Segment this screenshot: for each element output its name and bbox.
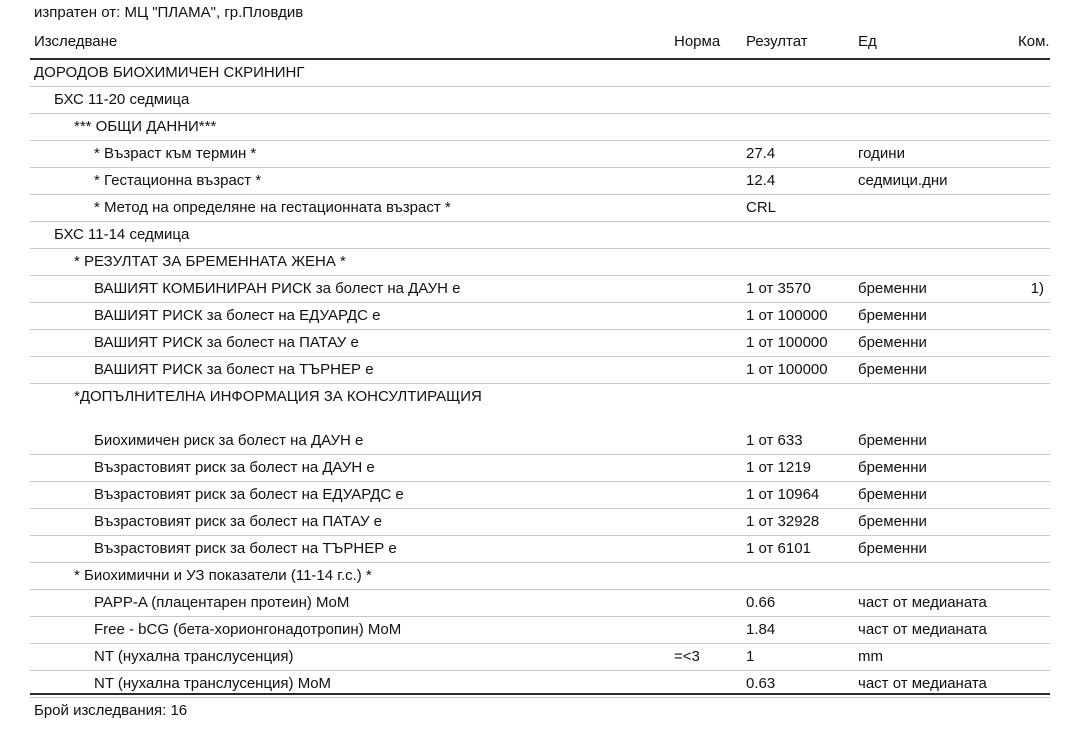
table-row — [30, 330, 1050, 357]
cell-comment — [1014, 168, 1050, 195]
cell-unit: бременни — [854, 428, 1014, 455]
cell-unit — [854, 87, 1014, 114]
cell-test-name: NT (нухална транслусенция) — [30, 644, 670, 671]
cell-unit — [854, 384, 1014, 411]
cell-test-name: Възрастовият риск за болест на ПАТАУ е — [30, 509, 670, 536]
cell-norm — [670, 330, 742, 357]
sender-line: изпратен от: МЦ "ПЛАМА", гр.Пловдив — [34, 4, 304, 21]
cell-unit — [854, 249, 1014, 276]
cell-comment — [1014, 330, 1050, 357]
cell-result: 1 от 100000 — [742, 357, 854, 384]
cell-result: 1 от 32928 — [742, 509, 854, 536]
cell-norm — [670, 87, 742, 114]
table-row — [30, 455, 1050, 482]
cell-norm — [670, 168, 742, 195]
cell-comment — [1014, 617, 1050, 644]
cell-norm — [670, 563, 742, 590]
cell-unit: част от медианата — [854, 671, 1014, 698]
table-header-row — [30, 31, 1050, 59]
cell-unit: бременни — [854, 276, 1014, 303]
table-row — [30, 384, 1050, 411]
cell-comment — [1014, 141, 1050, 168]
cell-result — [742, 87, 854, 114]
cell-comment — [1014, 249, 1050, 276]
cell-norm — [670, 195, 742, 222]
cell-comment — [1014, 482, 1050, 509]
table-row — [30, 141, 1050, 168]
cell-unit: седмици.дни — [854, 168, 1014, 195]
results-table — [30, 31, 1050, 698]
spacer-cell — [30, 411, 1050, 428]
cell-norm — [670, 482, 742, 509]
cell-comment — [1014, 59, 1050, 87]
table-row — [30, 590, 1050, 617]
footer — [30, 693, 1050, 719]
footer-divider — [30, 693, 1050, 695]
cell-unit: години — [854, 141, 1014, 168]
table-row — [30, 428, 1050, 455]
cell-test-name: * Гестационна възраст * — [30, 168, 670, 195]
cell-comment — [1014, 303, 1050, 330]
cell-test-name: NT (нухална транслусенция) MoM — [30, 671, 670, 698]
cell-unit: бременни — [854, 357, 1014, 384]
cell-result: 0.66 — [742, 590, 854, 617]
column-header-name: Изследване — [30, 31, 670, 59]
cell-comment: 1) — [1014, 276, 1050, 303]
cell-comment — [1014, 455, 1050, 482]
cell-result: 12.4 — [742, 168, 854, 195]
cell-result — [742, 114, 854, 141]
table-body — [30, 59, 1050, 698]
cell-norm — [670, 141, 742, 168]
cell-norm — [670, 617, 742, 644]
cell-result: 1 — [742, 644, 854, 671]
cell-unit: бременни — [854, 509, 1014, 536]
cell-comment — [1014, 644, 1050, 671]
table-row — [30, 357, 1050, 384]
cell-test-name: ДОРОДОВ БИОХИМИЧЕН СКРИНИНГ — [30, 59, 670, 87]
cell-comment — [1014, 536, 1050, 563]
cell-result: 0.63 — [742, 671, 854, 698]
table-row — [30, 114, 1050, 141]
cell-test-name: PAPP-A (плацентарен протеин) MoM — [30, 590, 670, 617]
table-row — [30, 509, 1050, 536]
table-row — [30, 249, 1050, 276]
table-header — [30, 31, 1050, 59]
cell-unit: бременни — [854, 482, 1014, 509]
cell-norm — [670, 455, 742, 482]
column-header-norm: Норма — [670, 31, 742, 59]
table-row — [30, 222, 1050, 249]
cell-norm — [670, 276, 742, 303]
cell-unit — [854, 195, 1014, 222]
cell-unit: бременни — [854, 303, 1014, 330]
cell-comment — [1014, 195, 1050, 222]
cell-unit — [854, 59, 1014, 87]
cell-test-name: ВАШИЯТ РИСК за болест на ПАТАУ е — [30, 330, 670, 357]
cell-unit: бременни — [854, 455, 1014, 482]
cell-norm — [670, 303, 742, 330]
cell-test-name: Free - bCG (бета-хорионгонадотропин) MoM — [30, 617, 670, 644]
table-row — [30, 536, 1050, 563]
cell-unit: част от медианата — [854, 617, 1014, 644]
table-row-spacer — [30, 411, 1050, 428]
table-row — [30, 644, 1050, 671]
table-row — [30, 563, 1050, 590]
column-header-com: Ком. — [1014, 31, 1050, 59]
table-row — [30, 482, 1050, 509]
cell-comment — [1014, 428, 1050, 455]
cell-test-name: *** ОБЩИ ДАННИ*** — [30, 114, 670, 141]
cell-comment — [1014, 114, 1050, 141]
exam-count-label: Брой изследвания: 16 — [34, 702, 188, 719]
cell-test-name: * РЕЗУЛТАТ ЗА БРЕМЕННАТА ЖЕНА * — [30, 249, 670, 276]
cell-norm — [670, 536, 742, 563]
cell-test-name: Възрастовият риск за болест на ТЪРНЕР е — [30, 536, 670, 563]
cell-test-name: Възрастовият риск за болест на ДАУН е — [30, 455, 670, 482]
cell-comment — [1014, 357, 1050, 384]
cell-norm — [670, 590, 742, 617]
cell-comment — [1014, 87, 1050, 114]
cell-result: 1 от 1219 — [742, 455, 854, 482]
cell-unit: бременни — [854, 330, 1014, 357]
cell-result: 27.4 — [742, 141, 854, 168]
cell-norm — [670, 428, 742, 455]
cell-test-name: Биохимичен риск за болест на ДАУН е — [30, 428, 670, 455]
cell-result — [742, 563, 854, 590]
cell-test-name: * Биохимични и УЗ показатели (11-14 г.с.) * — [30, 563, 670, 590]
cell-result: 1 от 100000 — [742, 303, 854, 330]
cell-norm — [670, 249, 742, 276]
cell-unit: mm — [854, 644, 1014, 671]
cell-result: 1 от 633 — [742, 428, 854, 455]
cell-test-name: * Възраст към термин * — [30, 141, 670, 168]
cell-comment — [1014, 222, 1050, 249]
column-header-result: Резултат — [742, 31, 854, 59]
column-header-unit: Ед — [854, 31, 1014, 59]
cell-test-name: ВАШИЯТ РИСК за болест на ЕДУАРДС е — [30, 303, 670, 330]
cell-result: 1 от 3570 — [742, 276, 854, 303]
cell-test-name: БХС 11-14 седмица — [30, 222, 670, 249]
cell-result: CRL — [742, 195, 854, 222]
cell-result: 1 от 100000 — [742, 330, 854, 357]
cell-result: 1 от 10964 — [742, 482, 854, 509]
table-row — [30, 303, 1050, 330]
table-row — [30, 617, 1050, 644]
cell-test-name: ВАШИЯТ КОМБИНИРАН РИСК за болест на ДАУН е — [30, 276, 670, 303]
cell-comment — [1014, 384, 1050, 411]
cell-test-name: ВАШИЯТ РИСК за болест на ТЪРНЕР е — [30, 357, 670, 384]
cell-test-name: * Метод на определяне на гестационната възраст * — [30, 195, 670, 222]
cell-unit — [854, 563, 1014, 590]
cell-norm — [670, 384, 742, 411]
cell-test-name: БХС 11-20 седмица — [30, 87, 670, 114]
table-row — [30, 168, 1050, 195]
cell-result: 1 от 6101 — [742, 536, 854, 563]
cell-comment — [1014, 590, 1050, 617]
cell-unit — [854, 222, 1014, 249]
cell-comment — [1014, 509, 1050, 536]
cell-result: 1.84 — [742, 617, 854, 644]
cell-norm — [670, 222, 742, 249]
table-row — [30, 195, 1050, 222]
cell-result — [742, 384, 854, 411]
cell-unit: част от медианата — [854, 590, 1014, 617]
table-row — [30, 87, 1050, 114]
cell-norm — [670, 114, 742, 141]
cell-test-name: *ДОПЪЛНИТЕЛНА ИНФОРМАЦИЯ ЗА КОНСУЛТИРАЩИЯ — [74, 388, 482, 405]
cell-unit — [854, 114, 1014, 141]
cell-result — [742, 222, 854, 249]
cell-norm — [670, 59, 742, 87]
table-row — [30, 59, 1050, 87]
cell-result — [742, 59, 854, 87]
table-row — [30, 276, 1050, 303]
cell-result — [742, 249, 854, 276]
cell-test-name: Възрастовият риск за болест на ЕДУАРДС е — [30, 482, 670, 509]
cell-norm — [670, 509, 742, 536]
cell-norm — [670, 357, 742, 384]
cell-comment — [1014, 563, 1050, 590]
cell-norm: =<3 — [670, 644, 742, 671]
cell-unit: бременни — [854, 536, 1014, 563]
